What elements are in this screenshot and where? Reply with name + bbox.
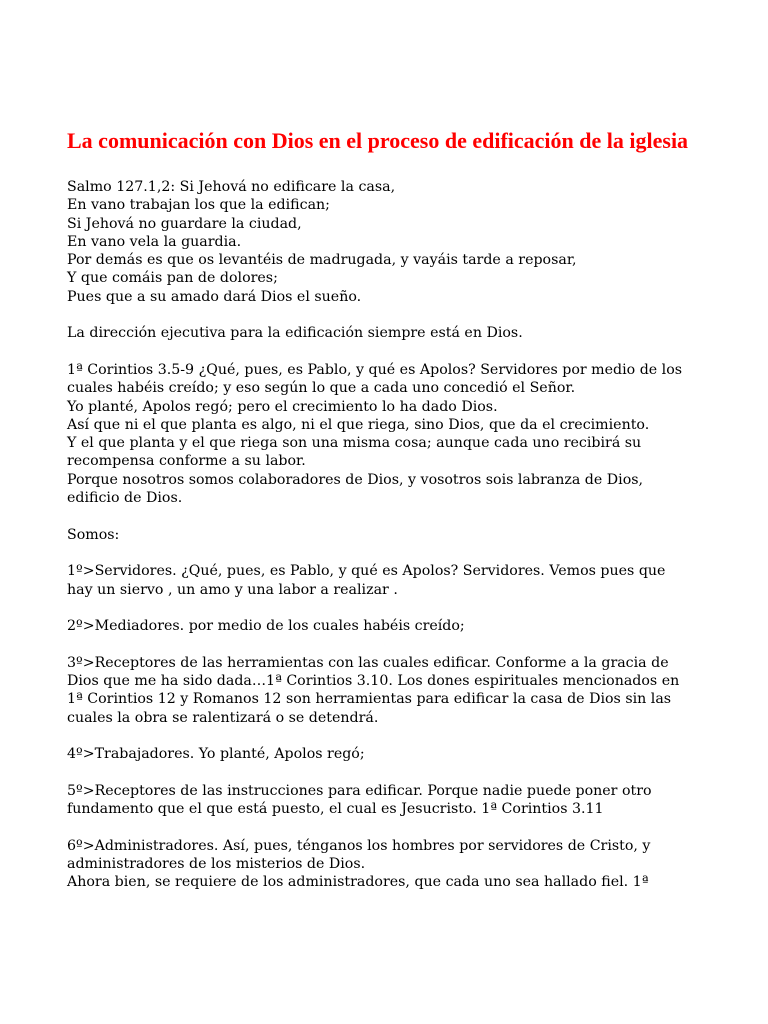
text-line: 6º>Administradores. Así, pues, ténganos los hombres por servidores de Cristo, y (67, 837, 651, 854)
text-line: Dios que me ha sido dada…1ª Corintios 3.10. Los dones espirituales mencionados en (67, 673, 680, 690)
text-line: Si Jehová no guardare la ciudad, (67, 215, 302, 232)
text-line: Y el que planta y el que riega son una misma cosa; aunque cada uno recibirá su (67, 435, 642, 452)
text-line: Porque nosotros somos colaboradores de Dios, y vosotros sois labranza de Dios, (67, 471, 644, 488)
text-line: La dirección ejecutiva para la edificación siempre está en Dios. (67, 325, 523, 342)
text-line: Pues que a su amado dará Dios el sueño. (67, 288, 362, 305)
paragraph (67, 178, 717, 306)
document-page (67, 128, 717, 910)
paragraph (67, 654, 717, 727)
text-line: administradores de los misterios de Dios. (67, 855, 366, 872)
paragraph (67, 324, 717, 342)
paragraph (67, 526, 717, 544)
text-line: 3º>Receptores de las herramientas con las cuales edificar. Conforme a la gracia de (67, 654, 669, 671)
text-line: En vano trabajan los que la edifican; (67, 197, 330, 214)
text-line: cuales habéis creído; y eso según lo que a cada uno concedió el Señor. (67, 380, 576, 397)
text-line: recompensa conforme a su labor. (67, 453, 306, 470)
document-body (67, 178, 717, 892)
paragraph (67, 562, 717, 599)
text-line: Ahora bien, se requiere de los administradores, que cada uno sea hallado fiel. 1ª (67, 874, 649, 891)
text-line: Así que ni el que planta es algo, ni el que riega, sino Dios, que da el crecimiento. (67, 416, 650, 433)
text-line: Somos: (67, 526, 120, 543)
paragraph (67, 837, 717, 892)
text-line: 1ª Corintios 3.5-9 ¿Qué, pues, es Pablo, y qué es Apolos? Servidores por medio de los (67, 361, 683, 378)
paragraph (67, 745, 717, 763)
paragraph (67, 782, 717, 819)
text-line: 4º>Trabajadores. Yo planté, Apolos regó; (67, 746, 365, 763)
text-line: Por demás es que os levantéis de madrugada, y vayáis tarde a reposar, (67, 252, 577, 269)
text-line: Y que comáis pan de dolores; (67, 270, 278, 287)
text-line: 5º>Receptores de las instrucciones para edificar. Porque nadie puede poner otro (67, 782, 652, 799)
text-line: cuales la obra se ralentizará o se detendrá. (67, 709, 379, 726)
document-title: La comunicación con Dios en el proceso de edificación de la iglesia (67, 128, 689, 153)
text-line: edificio de Dios. (67, 490, 183, 507)
text-line: 1ª Corintios 12 y Romanos 12 son herramientas para edificar la casa de Dios sin las (67, 691, 672, 708)
text-line: Salmo 127.1,2: Si Jehová no edificare la casa, (67, 179, 396, 195)
paragraph (67, 361, 717, 507)
paragraph (67, 617, 717, 635)
text-line: Yo planté, Apolos regó; pero el crecimiento lo ha dado Dios. (67, 398, 498, 415)
text-line: En vano vela la guardia. (67, 233, 242, 250)
text-line: fundamento que el que está puesto, el cual es Jesucristo. 1ª Corintios 3.11 (67, 801, 604, 818)
text-line: 1º>Servidores. ¿Qué, pues, es Pablo, y qué es Apolos? Servidores. Vemos pues que (67, 563, 666, 580)
text-line: 2º>Mediadores. por medio de los cuales habéis creído; (67, 618, 465, 635)
text-line: hay un siervo , un amo y una labor a realizar . (67, 581, 398, 598)
